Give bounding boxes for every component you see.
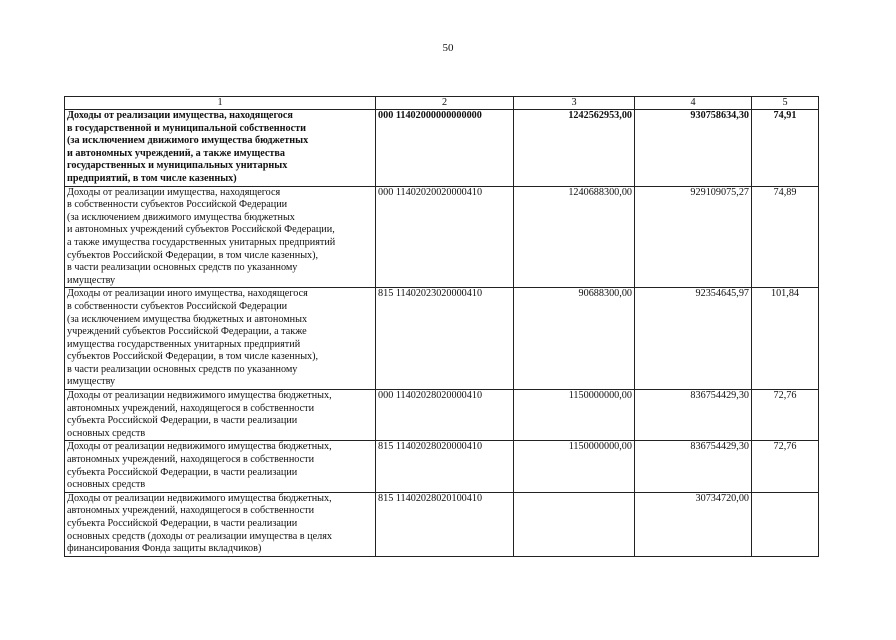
column-header: 5 bbox=[752, 97, 819, 110]
row-plan-amount: 1240688300,00 bbox=[514, 186, 635, 288]
row-plan-amount: 1150000000,00 bbox=[514, 390, 635, 441]
table-row bbox=[65, 390, 819, 441]
row-code: 000 11402020020000410 bbox=[376, 186, 514, 288]
table-header-row bbox=[65, 97, 819, 110]
row-percent: 72,76 bbox=[752, 390, 819, 441]
column-header: 1 bbox=[65, 97, 376, 110]
table-row bbox=[65, 288, 819, 390]
row-plan-amount bbox=[514, 492, 635, 556]
row-percent: 74,91 bbox=[752, 110, 819, 187]
row-percent: 101,84 bbox=[752, 288, 819, 390]
table-row bbox=[65, 186, 819, 288]
row-description: Доходы от реализации имущества, находящегося в государственной и муниципальной собственности (за исключением движимого имущества бюджетных и автономных учреждений, а также имущества государственных и муниципальных унитарных предприятий, в том числе казенных) bbox=[65, 110, 376, 187]
row-code: 000 11402028020000410 bbox=[376, 390, 514, 441]
row-plan-amount: 1242562953,00 bbox=[514, 110, 635, 187]
row-description: Доходы от реализации недвижимого имущества бюджетных, автономных учреждений, находящегося в собственности субъекта Российской Федерации, в части реализации основных средств bbox=[65, 441, 376, 492]
table-row bbox=[65, 441, 819, 492]
row-description: Доходы от реализации недвижимого имущества бюджетных, автономных учреждений, находящегося в собственности субъекта Российской Федерации, в части реализации основных средств (доходы от реализации имущества в целях финансирования Фонда защиты вкладчиков) bbox=[65, 492, 376, 556]
row-actual-amount: 30734720,00 bbox=[635, 492, 752, 556]
row-plan-amount: 90688300,00 bbox=[514, 288, 635, 390]
row-code: 000 11402000000000000 bbox=[376, 110, 514, 187]
row-actual-amount: 929109075,27 bbox=[635, 186, 752, 288]
row-description: Доходы от реализации имущества, находящегося в собственности субъектов Российской Федерации (за исключением движимого имущества бюджетных и автономных учреждений субъектов Российской Федерации, а также имущества государственных унитарных предприятий субъектов Российской Федерации, в том числе казенных), в части реализации основных средств по указанному имуществу bbox=[65, 186, 376, 288]
row-actual-amount: 836754429,30 bbox=[635, 390, 752, 441]
row-percent bbox=[752, 492, 819, 556]
column-header: 2 bbox=[376, 97, 514, 110]
row-code: 815 11402028020100410 bbox=[376, 492, 514, 556]
row-actual-amount: 92354645,97 bbox=[635, 288, 752, 390]
row-actual-amount: 930758634,30 bbox=[635, 110, 752, 187]
row-description: Доходы от реализации иного имущества, находящегося в собственности субъектов Российской Федерации (за исключением имущества бюджетных и автономных учреждений субъектов Российской Федерации, а также имущества государственных унитарных предприятий субъектов Российской Федерации, в том числе казенных), в части реализации основных средств по указанному имуществу bbox=[65, 288, 376, 390]
row-plan-amount: 1150000000,00 bbox=[514, 441, 635, 492]
row-actual-amount: 836754429,30 bbox=[635, 441, 752, 492]
row-percent: 72,76 bbox=[752, 441, 819, 492]
row-percent: 74,89 bbox=[752, 186, 819, 288]
revenue-table bbox=[64, 96, 819, 557]
column-header: 4 bbox=[635, 97, 752, 110]
page-number: 50 bbox=[442, 42, 454, 54]
column-header: 3 bbox=[514, 97, 635, 110]
table-row bbox=[65, 492, 819, 556]
row-code: 815 11402028020000410 bbox=[376, 441, 514, 492]
revenue-table-body bbox=[65, 97, 819, 557]
row-description: Доходы от реализации недвижимого имущества бюджетных, автономных учреждений, находящегося в собственности субъекта Российской Федерации, в части реализации основных средств bbox=[65, 390, 376, 441]
table-row bbox=[65, 110, 819, 187]
row-code: 815 11402023020000410 bbox=[376, 288, 514, 390]
